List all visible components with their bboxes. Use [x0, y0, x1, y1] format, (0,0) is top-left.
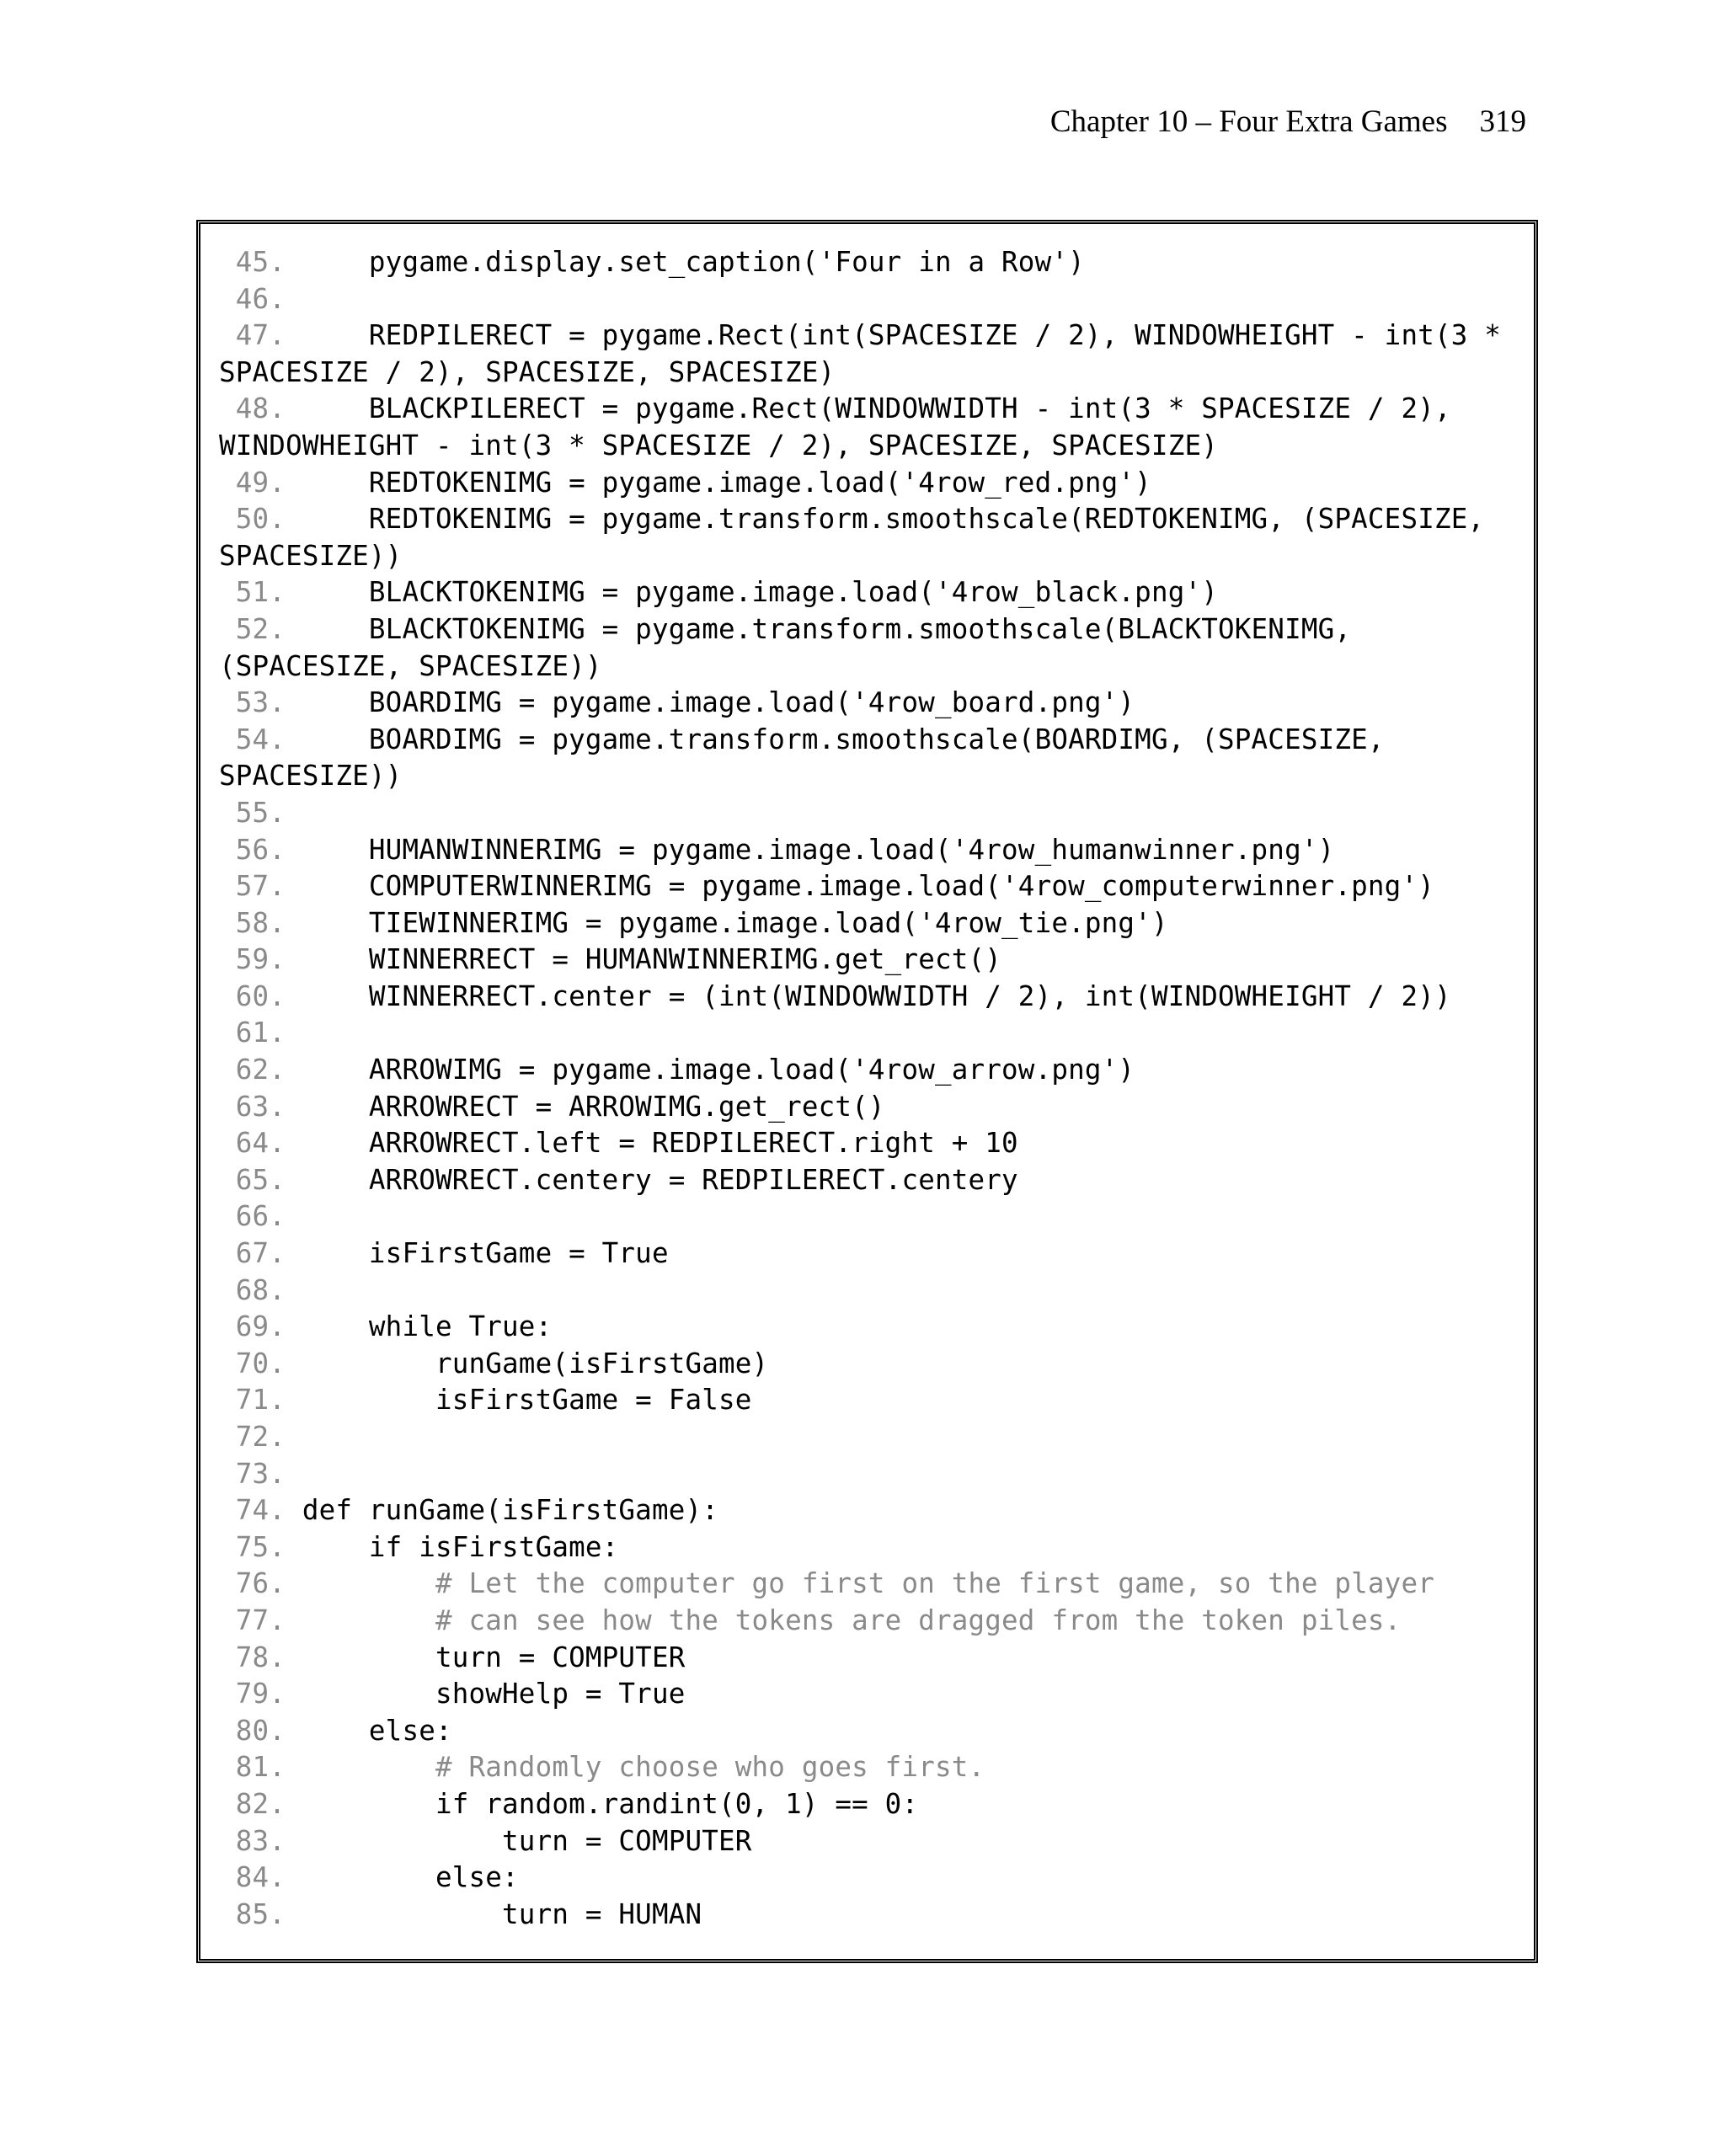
line-number: 83.: [219, 1824, 286, 1857]
code-line: [219, 1640, 1525, 1677]
line-number: 85.: [219, 1897, 286, 1930]
line-number: 78.: [219, 1641, 286, 1673]
line-number: 57.: [219, 870, 286, 903]
line-number: 84.: [219, 1861, 286, 1894]
code-line: [219, 1015, 1525, 1052]
code-text: ARROWRECT.centery = REDPILERECT.centery: [286, 1163, 1018, 1196]
code-line: [219, 1052, 1525, 1089]
code-line: [219, 905, 1525, 942]
line-number: 52.: [219, 612, 286, 645]
line-number: 54.: [219, 723, 286, 755]
code-text: ARROWRECT.left = REDPILERECT.right + 10: [286, 1127, 1018, 1160]
code-line: [219, 1492, 1525, 1529]
code-line: [219, 1235, 1525, 1273]
code-text: HUMANWINNERIMG = pygame.image.load('4row_humanwinner.png'): [286, 833, 1335, 866]
line-number: 63.: [219, 1090, 286, 1123]
code-text: if random.randint(0, 1) == 0:: [286, 1787, 919, 1820]
code-comment: # can see how the tokens are dragged from the token piles.: [286, 1604, 1402, 1636]
line-number: 47.: [219, 319, 286, 352]
code-comment: # Let the computer go first on the first game, so the player: [286, 1567, 1434, 1600]
code-line: [219, 979, 1525, 1016]
code-text: def runGame(isFirstGame):: [286, 1494, 719, 1527]
code-text: else:: [286, 1714, 452, 1747]
code-text: BLACKPILERECT = pygame.Rect(WINDOWWIDTH - int(3 * SPACESIZE / 2),: [286, 392, 1451, 425]
code-text: TIEWINNERIMG = pygame.image.load('4row_tie.png'): [286, 906, 1168, 939]
code-line: [219, 1198, 1525, 1235]
line-number: 51.: [219, 576, 286, 609]
code-line: [219, 648, 1525, 686]
code-text: turn = COMPUTER: [286, 1824, 752, 1857]
code-text: REDPILERECT = pygame.Rect(int(SPACESIZE / 2), WINDOWHEIGHT - int(3 *: [286, 319, 1502, 352]
page-number: 319: [1479, 104, 1526, 139]
line-number: 49.: [219, 466, 286, 499]
line-number: 77.: [219, 1604, 286, 1636]
line-number: 74.: [219, 1494, 286, 1527]
code-text: showHelp = True: [286, 1678, 686, 1710]
code-line: [219, 1676, 1525, 1713]
line-number: 65.: [219, 1163, 286, 1196]
code-text: WINNERRECT = HUMANWINNERIMG.get_rect(): [286, 943, 1002, 976]
code-line: [219, 832, 1525, 869]
code-line: [219, 244, 1525, 281]
code-text: (SPACESIZE, SPACESIZE)): [219, 649, 602, 682]
line-number: 46.: [219, 282, 286, 315]
code-text: pygame.display.set_caption('Four in a Row'): [286, 246, 1085, 278]
code-line: [219, 1419, 1525, 1456]
code-line: [219, 1860, 1525, 1897]
line-number: 79.: [219, 1678, 286, 1710]
line-number: 68.: [219, 1273, 286, 1306]
line-number: 56.: [219, 833, 286, 866]
line-number: 80.: [219, 1714, 286, 1747]
code-line: [219, 685, 1525, 722]
code-text: REDTOKENIMG = pygame.transform.smoothscale(REDTOKENIMG, (SPACESIZE,: [286, 503, 1485, 536]
line-number: 66.: [219, 1200, 286, 1233]
line-number: 71.: [219, 1384, 286, 1417]
line-number: 50.: [219, 503, 286, 536]
line-number: 70.: [219, 1347, 286, 1380]
code-text: isFirstGame = True: [286, 1237, 669, 1270]
line-number: 59.: [219, 943, 286, 976]
line-number: 73.: [219, 1457, 286, 1490]
code-line: [219, 611, 1525, 648]
code-line: [219, 465, 1525, 502]
code-text: WINNERRECT.center = (int(WINDOWWIDTH / 2), int(WINDOWHEIGHT / 2)): [286, 979, 1451, 1012]
code-line: [219, 1603, 1525, 1640]
code-line: [219, 1749, 1525, 1786]
code-text: SPACESIZE)): [219, 760, 403, 792]
line-number: 62.: [219, 1054, 286, 1086]
code-line: [219, 1162, 1525, 1199]
code-line: [219, 1456, 1525, 1493]
line-number: 82.: [219, 1787, 286, 1820]
code-line: [219, 391, 1525, 428]
code-text: ARROWIMG = pygame.image.load('4row_arrow.png'): [286, 1054, 1135, 1086]
code-text: SPACESIZE)): [219, 539, 403, 572]
code-listing-frame: [196, 220, 1538, 1963]
code-line: [219, 538, 1525, 575]
code-text: turn = HUMAN: [286, 1897, 702, 1930]
code-line: [219, 428, 1525, 465]
code-line: [219, 1713, 1525, 1750]
code-line: [219, 1786, 1525, 1823]
code-comment: # Randomly choose who goes first.: [286, 1751, 985, 1784]
chapter-title: Chapter 10 – Four Extra Games: [1049, 104, 1448, 139]
code-line: [219, 318, 1525, 355]
code-line: [219, 1309, 1525, 1346]
code-text: REDTOKENIMG = pygame.image.load('4row_red.png'): [286, 466, 1151, 499]
code-text: BOARDIMG = pygame.transform.smoothscale(BOARDIMG, (SPACESIZE,: [286, 723, 1385, 755]
code-line: [219, 758, 1525, 795]
code-line: [219, 795, 1525, 832]
code-line: [219, 1529, 1525, 1566]
code-line: [219, 1382, 1525, 1419]
code-line: [219, 1566, 1525, 1603]
code-text: if isFirstGame:: [286, 1530, 619, 1563]
code-line: [219, 1823, 1525, 1860]
line-number: 55.: [219, 796, 286, 829]
code-line: [219, 1125, 1525, 1162]
code-text: BOARDIMG = pygame.image.load('4row_board.png'): [286, 686, 1135, 719]
running-header: [1050, 106, 1526, 137]
line-number: 61.: [219, 1017, 286, 1049]
code-text: BLACKTOKENIMG = pygame.transform.smoothscale(BLACKTOKENIMG,: [286, 612, 1352, 645]
code-line: [219, 868, 1525, 905]
code-line: [219, 501, 1525, 538]
code-text: else:: [286, 1861, 519, 1894]
code-line: [219, 281, 1525, 318]
line-number: 48.: [219, 392, 286, 425]
line-number: 45.: [219, 246, 286, 278]
code-text: runGame(isFirstGame): [286, 1347, 769, 1380]
code-line: [219, 1897, 1525, 1934]
line-number: 60.: [219, 979, 286, 1012]
code-line: [219, 942, 1525, 979]
code-text: while True:: [286, 1310, 553, 1343]
code-text: turn = COMPUTER: [286, 1641, 686, 1673]
line-number: 75.: [219, 1530, 286, 1563]
code-text: isFirstGame = False: [286, 1384, 752, 1417]
code-line: [219, 1273, 1525, 1310]
line-number: 81.: [219, 1751, 286, 1784]
code-line: [219, 1346, 1525, 1383]
line-number: 72.: [219, 1421, 286, 1453]
code-text: BLACKTOKENIMG = pygame.image.load('4row_black.png'): [286, 576, 1219, 609]
line-number: 64.: [219, 1127, 286, 1160]
code-text: ARROWRECT = ARROWIMG.get_rect(): [286, 1090, 885, 1123]
code-line: [219, 355, 1525, 392]
line-number: 69.: [219, 1310, 286, 1343]
line-number: 58.: [219, 906, 286, 939]
code-text: SPACESIZE / 2), SPACESIZE, SPACESIZE): [219, 355, 836, 388]
code-line: [219, 722, 1525, 759]
line-number: 67.: [219, 1237, 286, 1270]
code-text: COMPUTERWINNERIMG = pygame.image.load('4row_computerwinner.png'): [286, 870, 1434, 903]
code-line: [219, 574, 1525, 611]
code-line: [219, 1089, 1525, 1126]
line-number: 53.: [219, 686, 286, 719]
code-text: WINDOWHEIGHT - int(3 * SPACESIZE / 2), SPACESIZE, SPACESIZE): [219, 429, 1218, 462]
code-listing: [219, 244, 1525, 1933]
line-number: 76.: [219, 1567, 286, 1600]
